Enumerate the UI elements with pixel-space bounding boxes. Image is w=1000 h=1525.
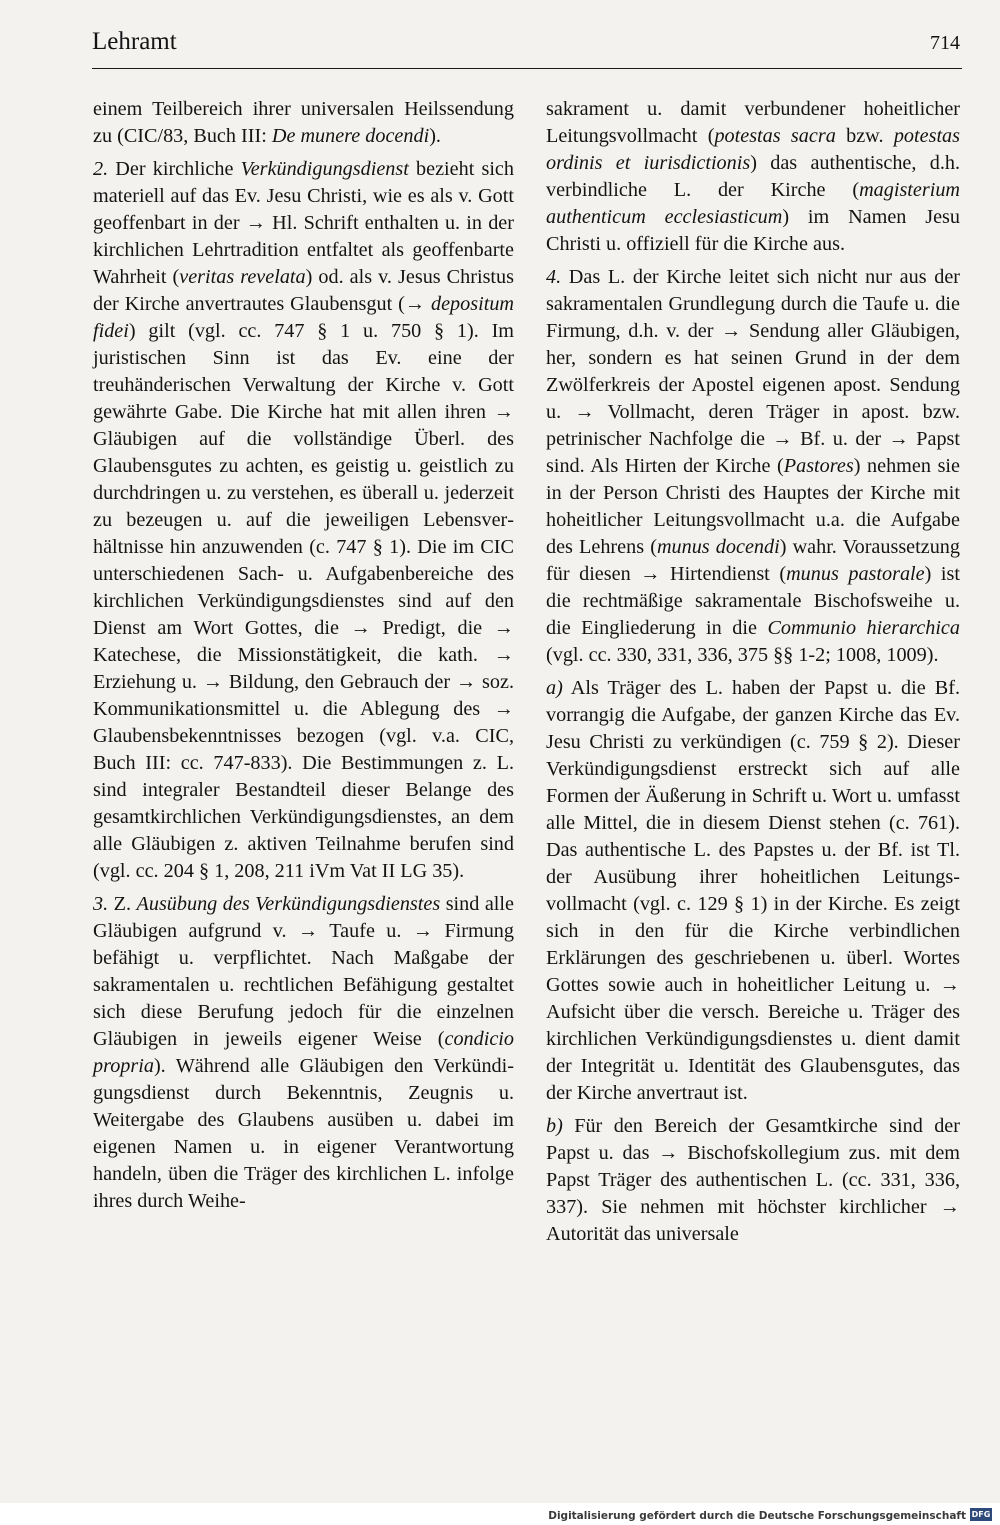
paragraph: 2. Der kirchliche Verkündigungsdienst bezieht sich materiell auf das Ev. Jesu Christi, wie es als v. Gott geoffenbart in der → Hl. Schrift enthalten u. in der kirchlichen Lehrtradition entfaltet als geoffenbarte Wahrheit (veritas revelata) od. als v. Jesus Christus der Kirche anvertrautes Glaubensgut (→ depositum fidei) gilt (vgl. cc. 747 § 1 u. 750 § 1). Im juristischen Sinn ist das Ev. eine der treuhänderischen Verwaltung der Kirche v. Gott gewährte Gabe. Die Kirche hat mit allen ihren → Gläubigen auf die vollständige Überl. des Glaubensgutes zu achten, es geistig u. geistlich zu durchdringen u. zu verstehen, es überall u. jederzeit zu bezeugen u. auf die jeweiligen Lebensverhältnisse hin anzuwenden (c. 747 § 1). Die im CIC unterschiedenen Sach- u. Aufgabenbereiche des kirchlichen Verkündigungsdienstes sind auf den Dienst am Wort Gottes, die → Predigt, die → Katechese, die Missionstätigkeit, die kath. → Erziehung u. → Bildung, den Gebrauch der → soz. Kommunikationsmittel u. die Ablegung des → Glaubensbekenntnisses bezogen (vgl. v.a. CIC, Buch III: cc. 747-833). Die Bestimmungen z. L. sind integraler Bestandteil dieser Belange des gesamtkirchlichen Verkündigungsdienstes, an dem alle Gläubigen z. aktiven Teilnahme berufen sind (vgl. cc. 204 § 1, 208, 211 iVm Vat II LG 35). <box>93 158 514 882</box>
right-column <box>546 96 960 1254</box>
paragraph: a) Als Träger des L. haben der Papst u. die Bf. vorrangig die Aufgabe, der ganzen Kirche das Ev. Jesu Christi zu verkündigen (c. 759 § 2). Dieser Verkündigungsdienst erstreckt sich auf alle Formen der Äußerung in Schrift u. Wort u. umfasst alle Mittel, die in diesem Dienst stehen (c. 761). Das authentische L. des Papstes u. der Bf. ist Tl. der Ausübung ihrer hoheitlichen Leitungsvollmacht (vgl. c. 129 § 1) in der Kirche. Es zeigt sich in den für die Kirche verbindlichen Erklärungen des geschriebenen u. überl. Wortes Gottes sowie auch in hoheitlicher Leitung u. → Aufsicht über die versch. Bereiche u. Träger des kirchlichen Verkündigungsdienstes u. dient damit der Integrität u. Identität des Glaubensgutes, das der Kirche anvertraut ist. <box>546 677 960 1104</box>
running-head: Lehramt <box>92 28 177 55</box>
dfg-logo: DFG <box>971 1510 991 1519</box>
page-number: 714 <box>930 32 960 54</box>
digitization-credit: Digitalisierung gefördert durch die Deutsche Forschungsgemeinschaft <box>548 1510 966 1522</box>
paragraph: einem Teilbereich ihrer universalen Heilssendung zu (CIC/83, Buch III: De munere docendi). <box>93 98 514 147</box>
header-rule <box>92 68 962 69</box>
paragraph: sakrament u. damit verbundener hoheitlicher Leitungsvollmacht (potestas sacra bzw. potestas ordinis et iurisdictionis) das authentische, d.h. verbindliche L. der Kirche (magisterium authenticum ecclesiasticum) im Namen Jesu Christi u. offiziell für die Kirche aus. <box>546 98 961 255</box>
paragraph: 4. Das L. der Kirche leitet sich nicht nur aus der sakramentalen Grundlegung durch die Taufe u. die Firmung, d.h. v. der → Sendung aller Gläubigen, her, sondern es hat seinen Grund in der dem Zwölferkreis der Apostel eigenen apost. Sendung u. → Vollmacht, deren Träger in apost. bzw. petrinischer Nachfolge die → Bf. u. der → Papst sind. Als Hirten der Kirche (Pastores) nehmen sie in der Person Christi des Hauptes der Kirche mit hoheitlicher Leitungsvollmacht u.a. die Aufgabe des Lehrens (munus docendi) wahr. Voraussetzung für diesen → Hirtendienst (munus pastorale) ist die rechtmäßige sakramentale Bischofsweihe u. die Eingliederung in die Communio hierarchica (vgl. cc. 330, 331, 336, 375 §§ 1-2; 1008, 1009). <box>546 266 960 666</box>
paragraph: 3. Z. Ausübung des Verkündigungsdienstes sind alle Gläubigen aufgrund v. → Taufe u. → Firmung befähigt u. verpflichtet. Nach Maßgabe der sakramentalen u. rechtlichen Befähigung gestaltet sich diese Berufung jedoch für die einzelnen Gläubigen in jeweils eigener Weise (condicio propria). Während alle Gläubigen den Verkündigungsdienst durch Bekenntnis, Zeugnis u. Weitergabe des Glaubens ausüben u. dabei im eigenen Namen u. in eigener Verantwortung handeln, üben die Träger des kirchlichen L. infolge ihres durch Weihe- <box>93 893 514 1212</box>
paragraph: b) Für den Bereich der Gesamtkirche sind der Papst u. das → Bischofskollegium zus. mit dem Papst Träger des authentischen L. (cc. 331, 336, 337). Sie nehmen mit höchster kirchlicher → Autorität das universale <box>546 1115 960 1245</box>
left-column <box>93 96 514 1221</box>
